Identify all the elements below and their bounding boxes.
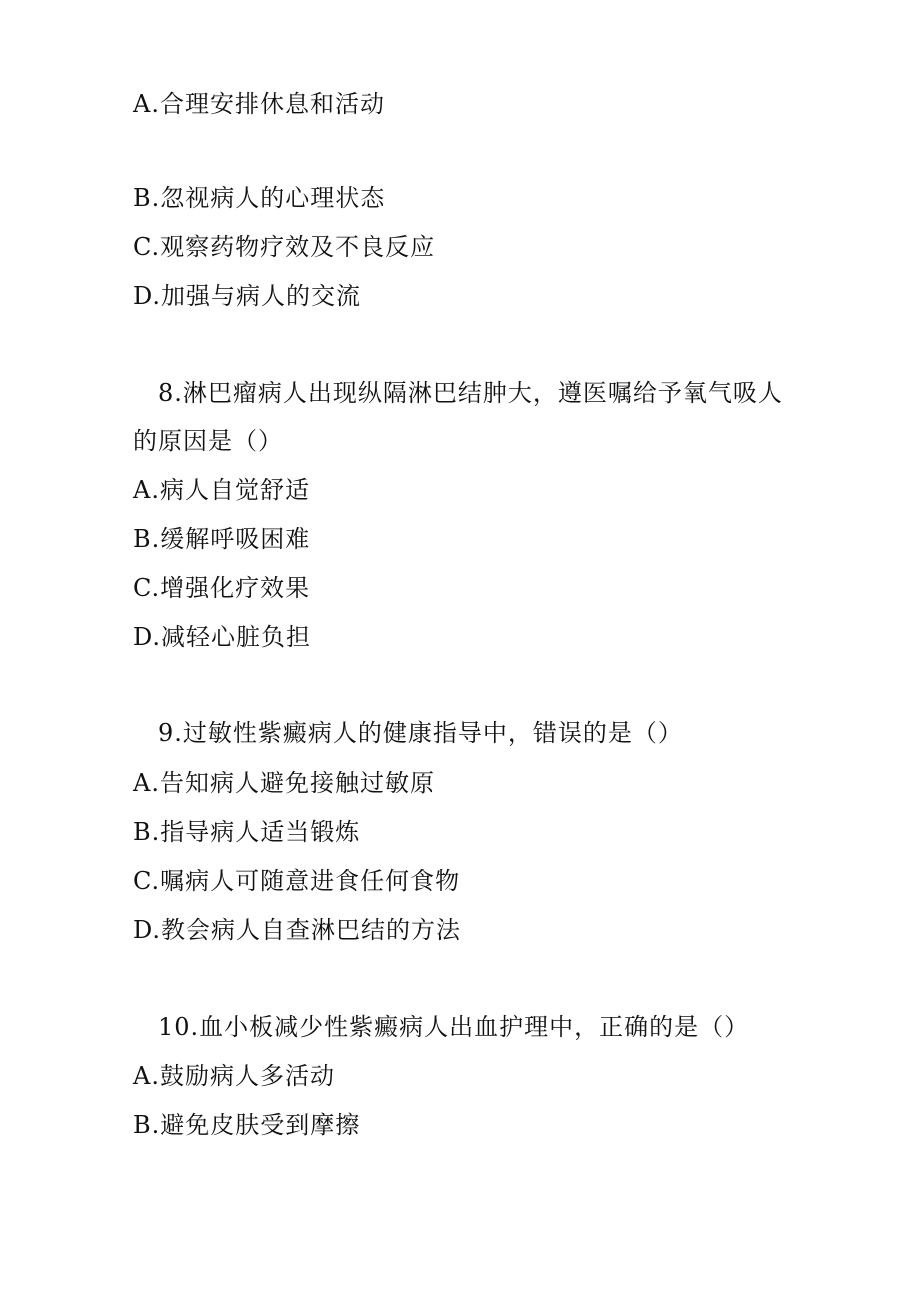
q9-stem: 9.过敏性紫癜病人的健康指导中，错误的是（）	[158, 719, 683, 747]
q7-option-c: C.观察药物疗效及不良反应	[133, 233, 436, 261]
q9-option-c: C.嘱病人可随意进食任何食物	[133, 867, 461, 895]
q7-option-a: A.合理安排休息和活动	[133, 90, 385, 118]
q8-stem-line2: 的原因是（）	[133, 427, 283, 455]
q8-option-b: B.缓解呼吸困难	[133, 525, 311, 553]
q10-option-a: A.鼓励病人多活动	[133, 1062, 335, 1090]
q7-option-d: D.加强与病人的交流	[133, 282, 362, 310]
q8-stem-line1: 8.淋巴瘤病人出现纵隔淋巴结肿大，遵医嘱给予氧气吸人	[158, 379, 783, 407]
q8-option-d: D.减轻心脏负担	[133, 623, 312, 651]
q10-stem: 10.血小板减少性紫癜病人出血护理中，正确的是（）	[158, 1013, 750, 1041]
q8-option-a: A.病人自觉舒适	[133, 476, 310, 504]
q7-option-b: B.忽视病人的心理状态	[133, 184, 386, 212]
q9-option-b: B.指导病人适当锻炼	[133, 818, 361, 846]
q10-option-b: B.避免皮肤受到摩擦	[133, 1111, 361, 1139]
q8-option-c: C.增强化疗效果	[133, 574, 311, 602]
q9-option-a: A.告知病人避免接触过敏原	[133, 769, 435, 797]
q9-option-d: D.教会病人自查淋巴结的方法	[133, 916, 462, 944]
